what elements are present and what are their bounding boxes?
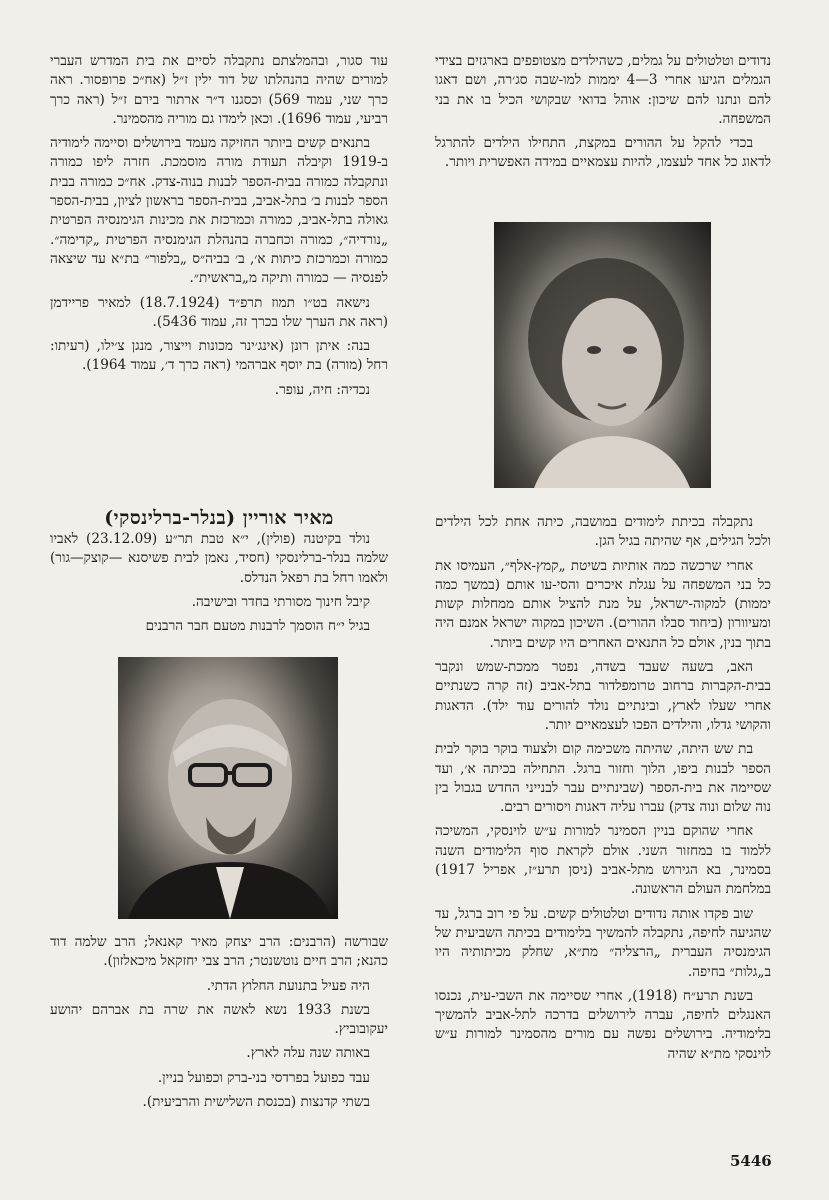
paragraph: עבד כפועל בפרדסי בני-ברק וכפועל בניין. (157, 1069, 370, 1086)
paragraph: שבורשה (הרבנים: הרב יצחק מאיר קאנאל; הרב שלמה דוד כהנא; הרב חיים נוטשנטר; הרב צבי יחזקאל מיכאלזון). (50, 934, 388, 970)
paragraph: קיבל חינוך מסורתי בחדר ובישיבה. (191, 593, 370, 610)
paragraph: בשתי קדנצות (בכנסת השלישית והרביעית). (142, 1094, 370, 1111)
paragraph: נתקבלה בכיתת לימודים במושבה, כיתה אחת לכל הילדים ולכל הגילים, אף שהיתה בגיל הגן. (435, 514, 771, 550)
right-column-bottom (435, 513, 771, 1069)
paragraph: נכדיה: חיה, עופר. (274, 381, 370, 398)
paragraph: באותה שנה עלה לארץ. (246, 1045, 370, 1062)
portrait-man-icon (118, 657, 338, 919)
portrait-photo-man (118, 657, 338, 919)
paragraph: שוב פקדו אותה נדודים וטלטולים קשים. על פי רוב ברגל, עד שהגיעה לחיפה, נתקבלה להמשיך בלימודים בכיתה השביעית של הגימנסיה העברית „הרצליה״ מת״א, שחלק מכיתותיה היו ב„גלות״ בחיפה. (435, 905, 771, 980)
paragraph: בגיל י״ח הוסמך לרבנות מטעם חבר הרבנים (145, 618, 370, 635)
section-title: מאיר אוריין (בנלר-ברלינסקי) (104, 507, 334, 529)
portrait-woman-icon (494, 222, 711, 488)
paragraph: נדודים וטלטולים על גמלים, כשהילדים מצטופפים בארגזים בצידי הגמלים הגיעו אחרי 3—4 יממות למו-שבה סג׳רה, ושם דאגו להם ונתנו להם שיכון: אוהל בדואי שבקושי הכיל בו את בני המשפחה. (435, 53, 771, 127)
paragraph: בשנת 1933 נשא לאשה את שרה בת אברהם יהושע יעקובוביץ. (50, 1001, 388, 1038)
left-column-top (50, 52, 388, 405)
paragraph: אחרי שהוקם בניין הסמינר למורות ע״ש לוינסקי, המשיכה ללמוד בו במחזור השני. אולם לקראת סוף הלימודים השנה בסמינר, בא הגירוש מתל-אביב (ניסן תרע״ז, אפריל 1917) במלחמת העולם הראשונה. (435, 823, 771, 898)
portrait-photo-woman (494, 222, 711, 488)
paragraph: בשנת תרע״ח (1918), אחרי שסיימה את השבי-עית, נכנסו האנגלים לחיפה, עברה לירושלים בדרכה לתל-אביב להמשיך בלימודיה. בירושלים נפשה עם מורים מהסמינר למורות ע״ש לוינסקי מת״א שהיה (435, 987, 771, 1062)
paragraph: נולד בקיטנה (פולין), י״א טבת תר״ע (23.12.09) לאביו שלמה בנלר-ברלינסקי (חסיד, נאמן לבית פשיסנא —קוצק—גור) ולאמו רחל בת רפאל הנדלס. (50, 531, 388, 586)
right-column-top (435, 52, 771, 178)
paragraph: האב, בשעה שעבד בשדה, נפטר ממכת-שמש ונקבר בבית-הקברות ברחוב טרומפלדור בתל-אביב (זה קרה כשנתיים אחרי שעלו לארץ, ובינתיים נולד להורים עוד ילד). הדאגות והקושי גדלו, והילדים הפכו לעצמאיים יותר. (435, 659, 771, 733)
paragraph: נישאה בט״ו תמוז תרפ״ד (18.7.1924) למאיר פריידמן (ראה את הערך שלו בכרך זה, עמוד 5436). (50, 294, 388, 330)
paragraph: בנה: איתן רונן (אינג׳ינר מכונות וייצור, מנגן צ׳ילו, (רעיתו: רחל (מורה) בת יוסף אברהמי (ראה כרך ד׳, עמוד 1964). (50, 338, 388, 374)
paragraph: עוד סגור, ובהמלצתם נתקבלה לסיים את בית המדרש העברי למורים שהיה בהנהלתו של דוד ילין ז״ל (אח״כ פרופסור. ראה כרך שני, עמוד 569) וכסגנו ד״ר ארתור בירם ז״ל (ראה כרך רביעי, עמוד 1696). וכאן לימדו גם מוריה מהסמינר. (50, 53, 388, 127)
left-column-end (50, 933, 388, 1117)
paragraph: בת שש היתה, שהיתה משכימה קום ולצעוד בוקר בוקר לבית הספר לבנות ביפו, הלוך וחזור ברגל. התחילה בכיתה א׳, ועד שסיימה את בית-הספר (שבינתיים עבר לבנייני החדש בגבול בין נוה שלום ונוה צדק) עברו עליה דאגות ויסורים רבים. (435, 741, 771, 816)
paragraph: בכדי להקל על ההורים במקצת, התחילו הילדים להתרגל לדאוג כל אחד לעצמו, להיות עצמאיים במידה האפשרית ויותר. (435, 135, 771, 171)
paragraph: אחרי שרכשה כמה אותיות בשיטת „קמץ-אלף״, העמיסו את כל בני המשפחה על עגלת איכרים והסי-עו אותם (במשך כמה יממות) למקוה-ישראל, על מנת להציל אותם ממחלות קשות ומעיוורון (ביחוד סבלו ההורים). השיכון במקוה ישראל אמנם היה בתוך בנין, אולם כל התנאים האחרים היו קשים ביותר. (435, 557, 771, 651)
left-column-bottom (50, 530, 388, 641)
paragraph: היה פעיל בתנועת החלוץ הדתי. (206, 977, 370, 994)
page-number: 5446 (730, 1152, 772, 1170)
paragraph: בתנאים קשים ביותר החזיקה מעמד בירושלים וסיימה לימודיה ב-1919 וקיבלה תעודת מורה מוסמכת. חזרה ליפו כמורה ונתקבלה כמורה בבית-הספר לבנות בנוה-צדק. אח״כ כמורה בבית הספר לבנות ב׳ בתל-אביב, בבית-הספר בראשון לציון, בבית-הספר גאולה בתל-אביב, כמורה וכמרכזת את מכינות הגימנסיה הפרטית „נורדיה״, כמורה וכחברה בהנהלת הגימנסיה הפרטית „קדימה״. כמורה וכמרכזת כיתות א׳, ב׳ בביה״ס „בלפור״ בת״א עד שיצאה לפנסיה — כמורה ותיקה מ„בראשית״. (50, 135, 388, 287)
